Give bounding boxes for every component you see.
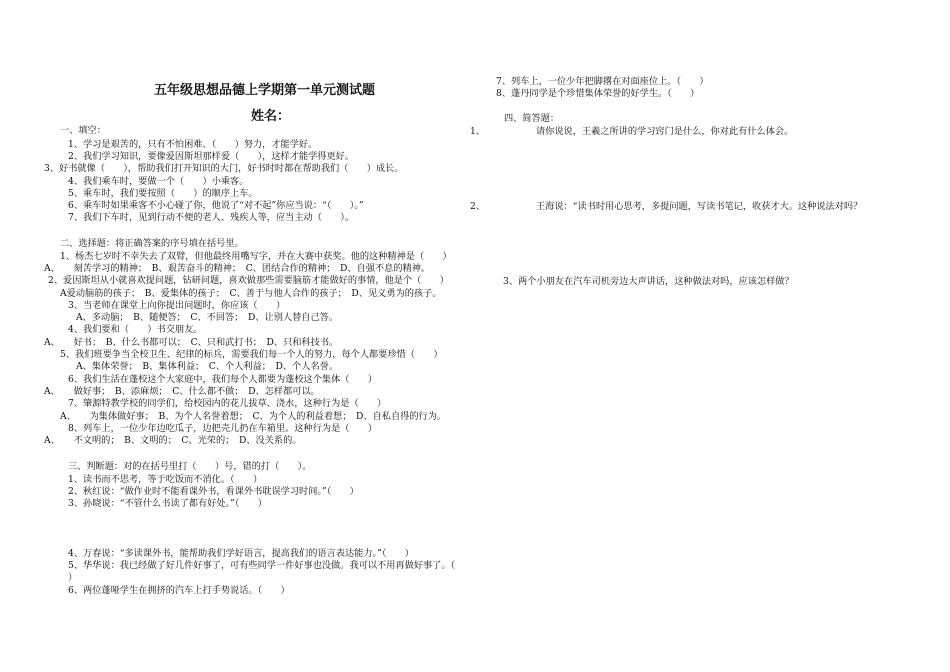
choice-q4: 4、我们要和（ ）书交朋友。 (68, 324, 203, 335)
short-q1: 请你说说，王羲之所讲的学习窍门是什么，你对此有什么体会。 (536, 126, 794, 137)
judge-q3: 3、孙晓说：“不管什么书读了都有好处。”（ ） (68, 498, 267, 509)
judge-q5: 5、华华说：我已经做了好几件好事了，可有些同学一件好事也没做。我可以不用再做好事了。（ (68, 560, 456, 571)
choice-heading: 二、选择题：将正确答案的序号填在括号里。 (60, 238, 244, 249)
choice-q1-options: A、 刻苦学习的精神； B、艰苦奋斗的精神； C、团结合作的精神； D、自强不息的精神。 (44, 263, 431, 274)
choice-q2-options: A爱动脑筋的孩子； B、爱集体的孩子； C、善于与他人合作的孩子； D、见义勇为的孩子。 (60, 288, 442, 299)
short-q3: 3、两个小朋友在汽车司机旁边大声讲话，这种做法对吗，应该怎样做？ (503, 276, 794, 287)
choice-q3: 3、当老师在课堂上向你提出问题时，你应该（ ） (68, 300, 286, 311)
choice-q4-options: A、 好书； B、什么书都可以； C、只和武打书； D、只和科技书。 (44, 337, 339, 348)
judge-q5-cont: ） (68, 572, 78, 583)
fill-q5: 5、乘车时，我们要按照（ ）的顺序上车。 (68, 188, 258, 199)
judge-q8: 8、蓬丹同学是个珍惜集体荣誉的好学生。（ ） (496, 88, 700, 99)
page-title: 五年级思想品德上学期第一单元测试题 (154, 83, 376, 98)
fill-q1: 1、学习是艰苦的，只有不怕困难、（ ）努力，才能学好。 (68, 139, 318, 150)
choice-q3-options: A、多动脑； B、随便答； C、不回答； D、让别人替自己答。 (76, 312, 339, 323)
short-q2: 王海说：“读书时用心思考，多提问题，写读书笔记，收获才大。这种说法对吗？ (536, 201, 863, 212)
judge-q1: 1、读书而不思考，等于吃饭而不消化。（ ） (68, 474, 263, 485)
choice-q2: 2、爱因斯坦从小就喜欢提问题，钻研问题，喜欢做那些需要脑筋才能做好的事情，他是个（ ） (48, 275, 449, 286)
judge-q7: 7、列车上，一位少年把脚撂在对面座位上。（ ） (496, 76, 709, 87)
choice-q6-options: A、 做好事； B、添麻烦； C、什么都不做； D、怎样都可以。 (44, 386, 320, 397)
choice-q8-options: A、 不文明的； B、文明的； C、光荣的； D、没关系的。 (44, 435, 302, 446)
fill-q7: 7、我们下车时，见到行动不便的老人、残疾人等，应当主动（ ）。 (68, 212, 355, 223)
choice-q5: 5、我们班要争当全校卫生、纪律的标兵，需要我们每一个人的努力，每个人都要珍惜（ ） (60, 349, 443, 360)
choice-q5-options: A、集体荣誉； B、集体利益； C、个人利益； D、个人名誉。 (76, 361, 339, 372)
choice-q8: 8、列车上，一位少年边吃瓜子，边把壳儿扔在车箱里。这种行为是（ ） (68, 423, 378, 434)
fill-heading: 一、填空： (60, 125, 106, 136)
fill-q2: 2、我们学习知识，要像爱因斯坦那样爱（ ），这样才能学得更好。 (68, 151, 355, 162)
fill-q4: 4、我们乘车时，要做一个（ ）小乘客。 (68, 176, 249, 187)
judge-heading: 三、判断题：对的在括号里打（ ）号，错的打（ ）。 (68, 461, 312, 472)
choice-q6: 6、我们生活在蓬校这个大家庭中，我们每个人都要为蓬校这个集体（ ） (68, 374, 378, 385)
short-heading: 四、简答题： (504, 113, 560, 124)
fill-q6: 6、乘车时如果乘客不小心碰了你，他说了“对不起”你应当说：“（ ）。” (68, 200, 364, 211)
choice-q7: 7、肇源特教学校的同学们，给校园内的花儿拔草、浇水，这种行为是（ ） (68, 398, 387, 409)
short-q2-number: 2、 (470, 201, 486, 212)
judge-q6: 6、两位蓬哑学生在拥挤的汽车上打手势说话。（ ） (68, 585, 290, 596)
choice-q7-options: A、 为集体做好事； B、为个人名誉着想； C、为个人的利益着想； D、自私自得的行为。 (60, 411, 447, 422)
judge-q2: 2、秋红说：“做作业时不能看课外书，看课外书耽误学习时间。”（ ） (68, 486, 359, 497)
name-label: 姓名： (251, 109, 291, 124)
judge-q4: 4、万春说：“多读课外书，能帮助我们学好语言，提高我们的语言表达能力。”（ ） (68, 548, 414, 559)
choice-q1: 1、杨杰七岁时不幸失去了双臂，但他最终用嘴写字，并在大赛中获奖。他的这种精神是（ ） (60, 251, 452, 262)
fill-q3: 3、好书就像（ ），帮助我们打开知识的大门，好书时时都在帮助我们（ ）成长。 (44, 163, 404, 174)
short-q1-number: 1、 (470, 126, 486, 137)
